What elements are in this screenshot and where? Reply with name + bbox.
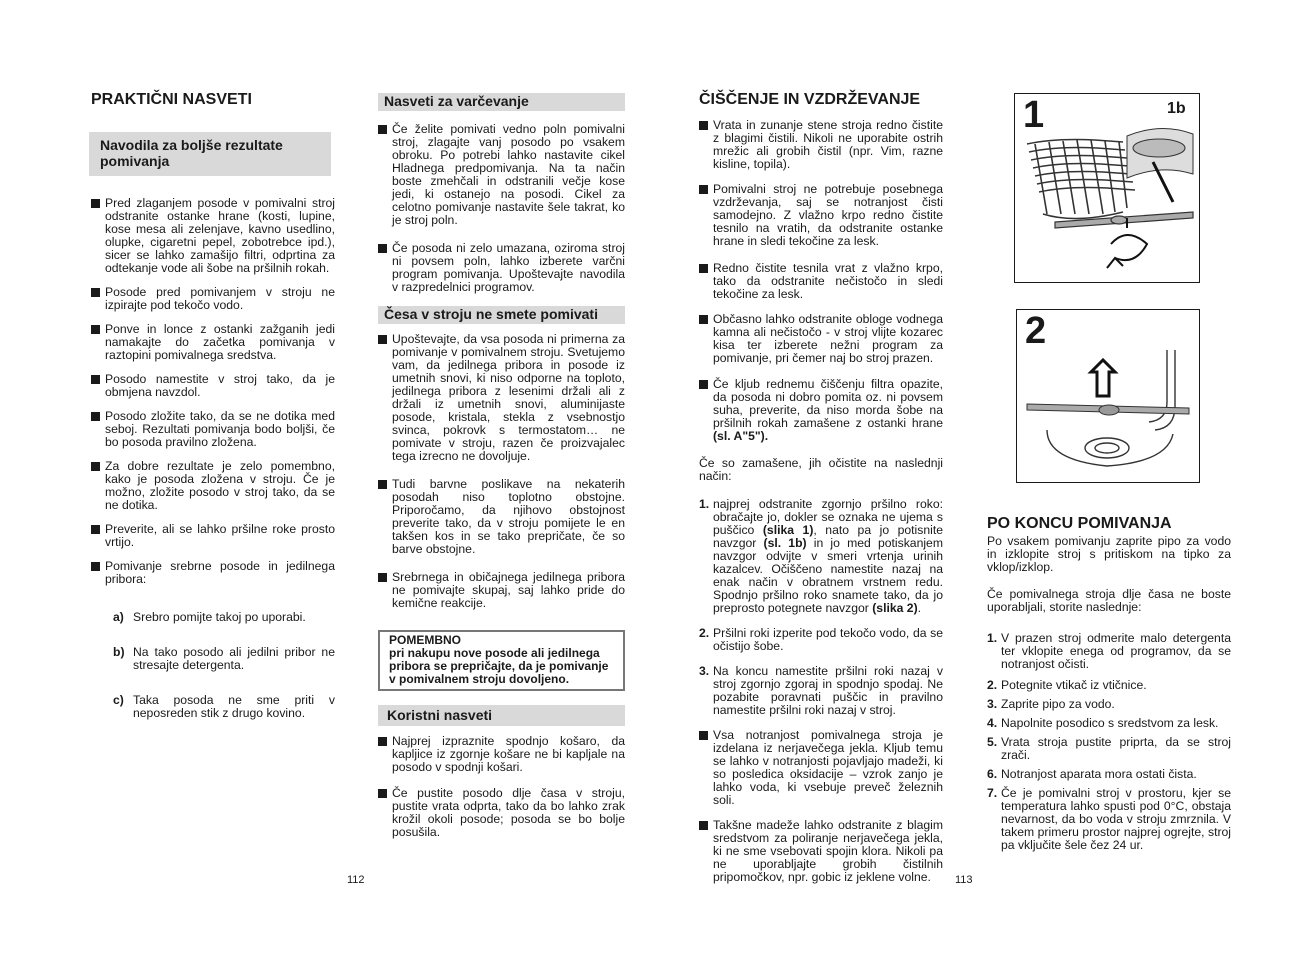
step-text: Notranjost aparata mora ostati čista. [1001, 767, 1197, 781]
step-number: 3. [699, 664, 710, 678]
figure-reference: (slika 1) [762, 523, 814, 537]
important-notice [378, 630, 625, 691]
tip-item: Če posoda ni zelo umazana, oziroma stroj ni povsem poln, lahko izberete varčni program pomivanja. Upoštevajte navodila v razpredelnici programov. [378, 242, 625, 294]
tip-item [699, 378, 943, 443]
section-heading: Koristni nasveti [378, 705, 625, 726]
tip-text: Če kljub rednemu čiščenju filtra opazite, da posoda ni dobro pomita oz. ni povsem suha, preverite, da niso morda šobe na pršilnih rokah zamašene z ostanki hrane [713, 377, 943, 430]
section-heading: Navodila za boljše rezultate pomivanja [89, 132, 331, 176]
section-heading: Česa v stroju ne smete pomivati [378, 306, 625, 324]
sub-item-text: Na tako posodo ali jedilni pribor ne stresajte detergenta. [133, 645, 335, 672]
step-number: 2. [699, 626, 710, 640]
step-item [699, 627, 943, 653]
step-item [987, 736, 1231, 762]
tip-item: Če želite pomivati vedno poln pomivalni stroj, zlagajte vanj posodo po vsakem obroku. Po potrebi lahko nastavite cikel Hladnega predpomivanja. Na ta način boste zmehčali in odstranili večje kose jedi, ki ostanejo na posodi. Cikel za celotno pomivanje nastavite šele takrat, ko je stroj poln. [378, 123, 625, 227]
paragraph: Če pomivalnega stroja dlje časa ne boste uporabljali, storite naslednje: [987, 587, 1231, 614]
silver-sub-item [91, 694, 335, 720]
figure-reference: (sl. 1b) [763, 536, 807, 550]
figure-reference: (slika 2) [872, 601, 918, 615]
figure-sub-number: 1b [1167, 100, 1186, 117]
tip-item: Pred zlaganjem posode v pomivalni stroj odstranite ostanke hrane (kosti, lupine, kose mesa ali zelenjave, kavno usedlino, olupke, cigaretni pepel, zobotrebce ipd.), sicer se lahko zamašijo filtri, odprtina za odtekanje vode ali šobe na pršilnih rokah. [91, 197, 335, 275]
tip-item: Takšne madeže lahko odstranite z blagim sredstvom za poliranje nerjavečega jekla, ki ne sme vsebovati spojin klora. Nikoli pa ne uporabljajte grobih čistilnih pripomočkov, npr. gobic iz jeklene volne. [699, 819, 943, 884]
step-number: 5. [987, 735, 998, 749]
step-text: . [917, 601, 922, 615]
step-number: 1. [987, 631, 998, 645]
step-number: 6. [987, 767, 998, 781]
step-number: 3. [987, 697, 998, 711]
tip-item: Pomivalni stroj ne potrebuje posebnega vzdrževanja, saj se notranjost čisti samodejno. Z vlažno krpo redno čistite tesnilo na vratih, da odstranite ostanke hrane in sledi tekočine za lesk. [699, 183, 943, 248]
sub-item-label: a) [113, 610, 124, 624]
tip-item: Preverite, ali se lahko pršilne roke prosto vrtijo. [91, 523, 335, 549]
figure-1-upper-spray-arm [1014, 93, 1200, 283]
silver-sub-item [91, 611, 335, 624]
step-item [987, 632, 1231, 671]
step-item [699, 665, 943, 717]
step-item [987, 768, 1231, 781]
step-text: Vrata stroja pustite priprta, da se stroj zrači. [1001, 735, 1231, 762]
middle-column [378, 93, 625, 850]
tip-item: Posodo namestite v stroj tako, da je obmjena navzdol. [91, 373, 335, 399]
tip-item: Vrata in zunanje stene stroja redno čistite z blagimi čistili. Nikoli ne uporabite ostrih mrežic ali grobih čistil (npr. Vim, razne kisline, topila). [699, 119, 943, 171]
tip-item: Če pustite posodo dlje časa v stroju, pustite vrata odprta, tako da bo lahko zrak krožil okoli posode; posoda se bo bolje posušila. [378, 787, 625, 839]
tip-item: Ponve in lonce z ostanki zažganih jedi namakajte do začetka pomivanja v raztopini pomivalnega sredstva. [91, 323, 335, 362]
page-number-right: 113 [955, 874, 973, 886]
step-item [987, 679, 1231, 692]
step-text: Na koncu namestite pršilni roki nazaj v stroj zgornjo zgoraj in spodnjo spodaj. Ne pozabite poravnati puščic in pravilno namestite pršilni roki nazaj v stroj. [713, 664, 943, 717]
tip-item: Posodo zložite tako, da se ne dotika med seboj. Rezultati pomivanja bodo boljši, če bo posoda pravilno zložena. [91, 410, 335, 449]
step-text: Pršilni roki izperite pod tekočo vodo, da se očistijo šobe. [713, 626, 943, 653]
silver-sub-item [91, 646, 335, 672]
figure-reference: (sl. A"5"). [713, 429, 769, 443]
section-title: PO KONCU POMIVANJA [987, 515, 1172, 532]
step-text: , nato pa jo potisnite navzgor [713, 523, 944, 550]
tip-item: Srebrnega in običajnega jedilnega pribora ne pomivajte skupaj, saj lahko pride do kemične reakcije. [378, 571, 625, 610]
step-number: 4. [987, 716, 998, 730]
step-text: najprej odstranite zgornjo pršilno roko: obračajte jo, dokler se oznaka ne ujema s puščico [713, 497, 943, 537]
tip-item: Tudi barvne poslikave na nekaterih posodah niso toplotno obstojne. Priporočamo, da njihovo obstojnost preverite tako, da v stroju pomijete le en takšen kos in se tako prepričate, če so barve obstojne. [378, 478, 625, 556]
figure-number: 2 [1025, 310, 1047, 352]
tip-item: Za dobre rezultate je zelo pomembno, kako je posoda zložena v stroju. Če je možno, zložite posodo v stroj tako, da se ne dotika. [91, 460, 335, 512]
cleaning-column [699, 93, 943, 895]
step-text: Zaprite pipo za vodo. [1001, 697, 1115, 711]
step-number: 1. [699, 497, 710, 511]
intro-text: Če so zamašene, jih očistite na naslednji način: [699, 456, 943, 483]
basket-spray-arm-illustration [1015, 94, 1199, 282]
sub-item-text: Srebro pomijte takoj po uporabi. [133, 610, 306, 624]
important-title: POMEMBNO [389, 633, 461, 647]
step-item [987, 698, 1231, 711]
step-text: Potegnite vtikač iz vtičnice. [1001, 678, 1147, 692]
lower-spray-arm-illustration [1017, 310, 1199, 482]
page-title: PRAKTIČNI NASVETI [91, 91, 252, 108]
left-column [91, 93, 335, 742]
tip-item: Vsa notranjost pomivalnega stroja je izdelana iz nerjavečega jekla. Kljub temu se lahko v notranjosti pojavljajo madeži, ki so posledica oksidacije – vzrok zanjo je lahko voda, ki vsebuje preveč železnih soli. [699, 729, 943, 807]
sub-item-label: c) [113, 693, 124, 707]
tip-item: Upoštevajte, da vsa posoda ni primerna za pomivanje v pomivalnem stroju. Svetujemo vam, da jedilnega pribora in posode iz umetnih snovi, ki niso odporne na toploto, jedilnega pribora z lesenimi držali ali z držali iz umetnih snovi, aluminijaste posode, kristala, stekla z vsebnostjo svinca, pokrovk s termostatom… ne pomivate v stroju, razen če proizvajalec tega izrecno ne dovoljuje. [378, 333, 625, 463]
step-text: V prazen stroj odmerite malo detergenta ter vklopite enega od programov, da se notranjost očisti. [1001, 631, 1231, 671]
step-item [987, 787, 1231, 852]
step-number: 2. [987, 678, 998, 692]
sub-item-label: b) [113, 645, 125, 659]
important-text: pri nakupu nove posode ali jedilnega pribora se prepričajte, da je pomivanje v pomivalnem stroju dovoljeno. [389, 646, 609, 686]
page-number-left: 112 [347, 874, 365, 886]
figure-number: 1 [1023, 94, 1045, 136]
tip-item: Občasno lahko odstranite obloge vodnega kamna ali nečistočo - v stroj vlijte kozarec kisa ter izberete nežni program za pomivanje, pri čemer naj bo stroj prazen. [699, 313, 943, 365]
tip-item: Pomivanje srebrne posode in jedilnega pribora: [91, 560, 335, 586]
step-text: Napolnite posodico s sredstvom za lesk. [1001, 716, 1219, 730]
page-title: ČIŠČENJE IN VZDRŽEVANJE [699, 91, 921, 108]
paragraph: Po vsakem pomivanju zaprite pipo za vodo in izklopite stroj s pritiskom na tipko za vklop/izklop. [987, 534, 1231, 574]
tip-item: Redno čistite tesnila vrat z vlažno krpo, tako da odstranite nečistočo in sledi tekočine za lesk. [699, 262, 943, 301]
step-item [699, 498, 943, 615]
step-text: in jo med potiskanjem navzgor odvijte v smeri vrtenja urinih kazalcev. Očiščeno namestite nazaj na enak način v obratnem vrstnem redu. Spodnjo pršilno roko snamete tako, da jo preprosto potegnete navzgor [713, 536, 943, 615]
step-text: Če je pomivalni stroj v prostoru, kjer se temperatura lahko spusti pod 0°C, obstaja nevarnost, da bo voda v stroju zmrznila. V takem primeru prostor najprej ogrejte, stroj pa vključite šele čez 24 ur. [1001, 786, 1231, 852]
figure-2-lower-spray-arm [1016, 309, 1200, 483]
tip-item: Posode pred pomivanjem v stroju ne izpirajte pod tekočo vodo. [91, 286, 335, 312]
step-item [987, 717, 1231, 730]
step-number: 7. [987, 786, 998, 800]
after-washing-column [987, 517, 1231, 863]
tip-item: Najprej izpraznite spodnjo košaro, da kapljice iz zgornje košare ne bi kapljale na posodo v spodnji košari. [378, 735, 625, 774]
section-heading: Nasveti za varčevanje [378, 93, 625, 111]
sub-item-text: Taka posoda ne sme priti v neposreden stik z drugo kovino. [133, 693, 335, 720]
